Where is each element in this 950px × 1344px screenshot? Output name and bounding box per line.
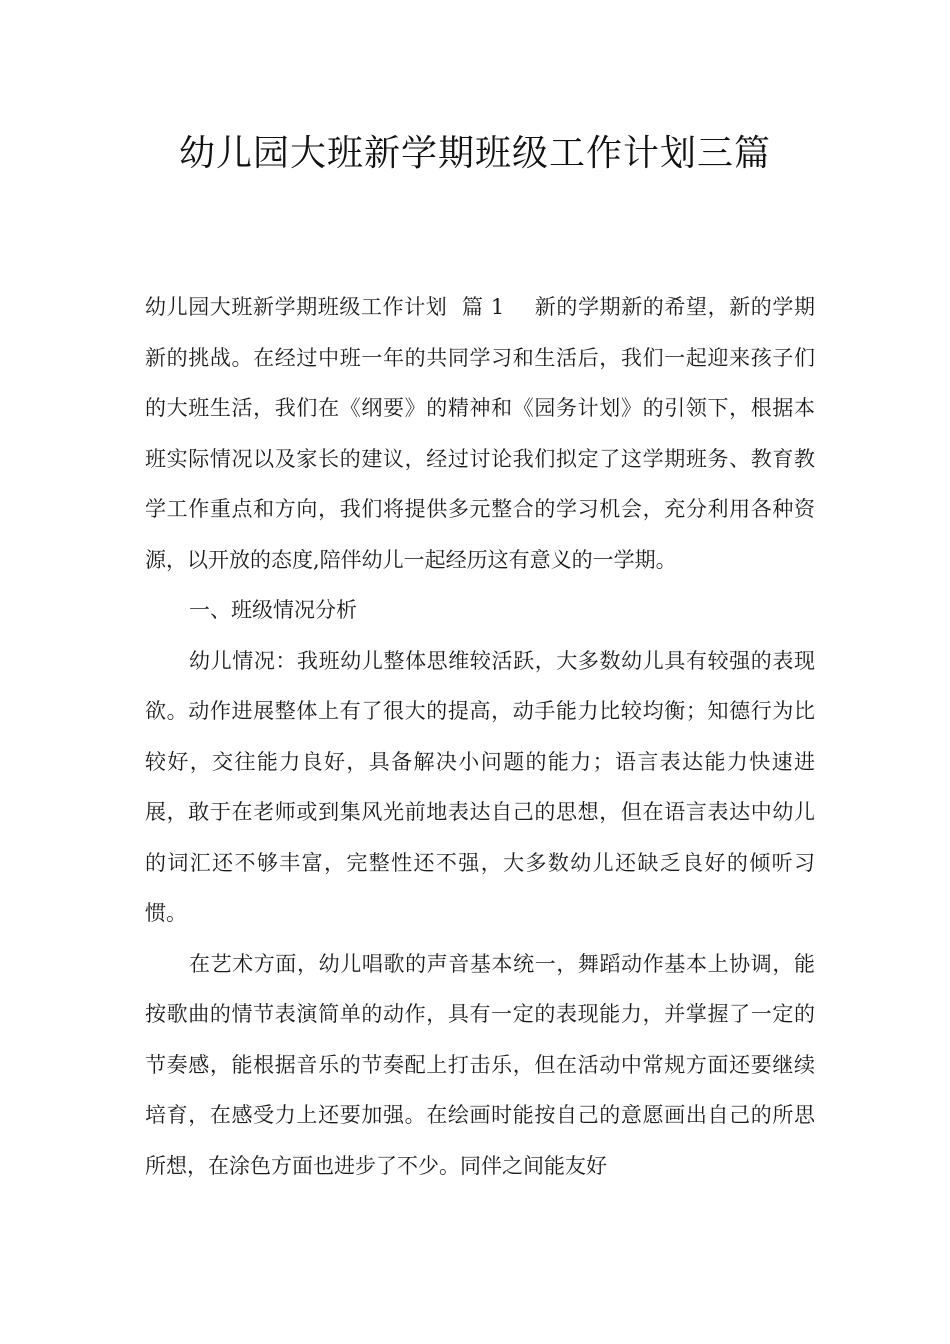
intro-label: 幼儿园大班新学期班级工作计划 篇 1 bbox=[145, 295, 505, 319]
paragraph-art: 在艺术方面，幼儿唱歌的声音基本统一，舞蹈动作基本上协调，能按歌曲的情节表演简单的动作，具有一定的表现能力，并掌握了一定的节奏感，能根据音乐的节奏配上打击乐，但在活动中常规方面还要继续培育，在感受力上还要加强。在绘画时能按自己的意愿画出自己的所思所想，在涂色方面也进步了不少。同伴之间能友好 bbox=[145, 951, 815, 1178]
paragraph-children-situation: 幼儿情况：我班幼儿整体思维较活跃，大多数幼儿具有较强的表现欲。动作进展整体上有了很大的提高，动手能力比较均衡；知德行为比较好，交往能力良好，具备解决小问题的能力；语言表达能力快速进展，敢于在老师或到集风光前地表达自己的思想，但在语言表达中幼儿的词汇还不够丰富，完整性还不强，大多数幼儿还缺乏良好的倾听习惯。 bbox=[145, 648, 815, 925]
document-title: 幼儿园大班新学期班级工作计划三篇 bbox=[178, 133, 771, 174]
section-heading: 一、班级情况分析 bbox=[189, 598, 357, 622]
intro-text: 新的学期新的希望，新的学期新的挑战。在经过中班一年的共同学习和生活后，我们一起迎来孩子们的大班生活，我们在《纲要》的精神和《园务计划》的引领下，根据本班实际情况以及家长的建议，经过讨论我们拟定了这学期班务、教育教学工作重点和方向，我们将提供多元整合的学习机会，充分利用各种资源，以开放的态度,陪伴幼儿一起经历这有意义的一学期。 bbox=[145, 295, 816, 572]
intro-paragraph bbox=[145, 282, 815, 585]
document-body bbox=[145, 282, 815, 1191]
